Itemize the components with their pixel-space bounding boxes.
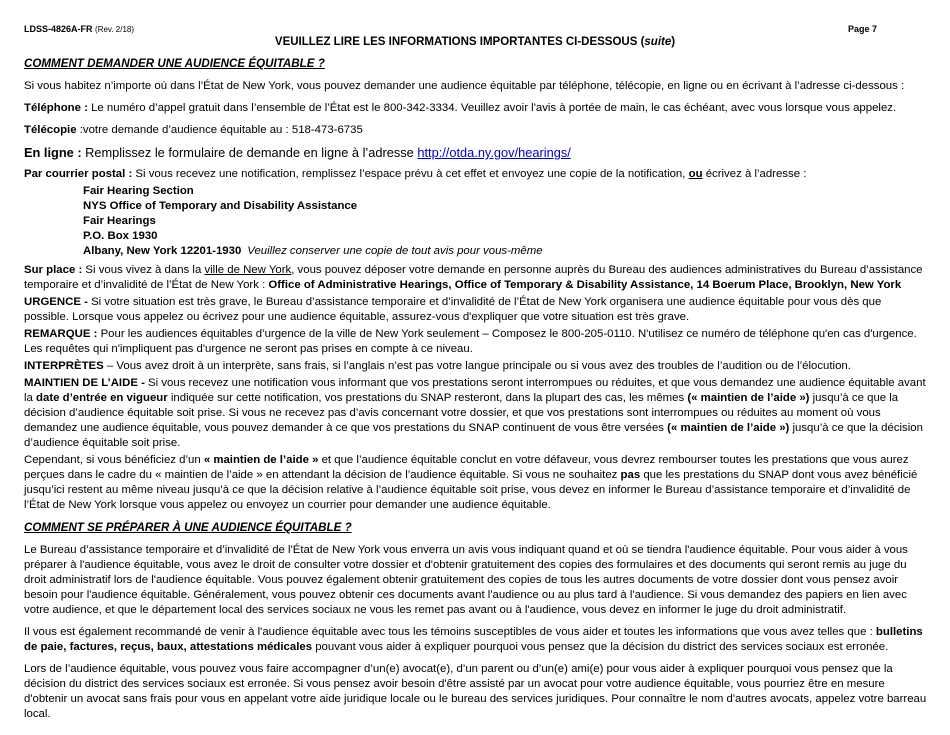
aid-label: MAINTIEN DE L’AIDE - (24, 377, 145, 389)
aid-bold-2: (« maintien de l’aide ») (687, 392, 810, 404)
aid-text-3: jusqu’à ce que la décision d’audience équitable soit prise. Si vous ne recevez pas d’avis concernant votre dossier, et que vos prestations sont interrompues ou réduites au moment où vous demandez une audience équitable, vous pouvez demander à ce que vos prestations du SNAP continuent de vous être versées (24, 392, 899, 434)
inperson-label: Sur place : (24, 264, 83, 276)
address-note: Veuillez conserver une copie de tout avis pour vous-même (247, 245, 543, 257)
aid-text-2: indiquée sur cette notification, vos prestations du SNAP resteront, dans la plupart des cas, les mêmes (167, 392, 688, 404)
however-text-3: que les prestations du SNAP dont vous avez bénéficié jusqu’ici restent au même niveau jusqu’à ce que la décision relative à l’audience équitable soit prise, vous devez en informer le Bureau d’assistance temporaire et d’invalidité de l’État de New York lorsque vous appelez ou envoyez un courrier pour demander une audience équitable. (24, 469, 918, 511)
title-suite: suite (644, 36, 672, 48)
however-text-1: Cependant, si vous bénéficiez d’un (24, 454, 204, 466)
however-text-2: et que l’audience équitable conclut en votre défaveur, vous devrez rembourser toutes les prestations que vous aurez perçues dans le cadre du « maintien de l’aide » en attendant la décision de l’audience équitable. Si vous ne souhaitez (24, 454, 909, 481)
aid-bold-3: (« maintien de l’aide ») (667, 422, 790, 434)
inperson-text-1: Si vous vivez à dans la (82, 264, 205, 276)
remark-text: Pour les audiences équitables d’urgence de la ville de New York seulement – Composez le 800-205-0110. N'utilisez ce numéro de téléphone qu'en cas d'urgence. Les requêtes qui n'impliquent pas d'urgence ne seront pas prises en compte à ce niveau. (24, 328, 917, 355)
interpreters-paragraph (24, 359, 929, 374)
mail-label: Par courrier postal : (24, 168, 133, 180)
document-body (24, 56, 929, 729)
inperson-city: ville de New York (204, 264, 292, 276)
however-bold-1: « maintien de l’aide » (203, 454, 319, 466)
however-bold-2: pas (620, 469, 641, 481)
prepare-paragraph-1: Le Bureau d’assistance temporaire et d’invalidité de l'État de New York vous enverra un avis vous indiquant quand et où se tiendra l'audience équitable. Pour vous aider à vous préparer à l'audience équitable, vous avez le droit de consulter votre dossier et d'obtenir gratuitement des copies des formulaires et des documents qui seront remis au juge du droit administratif lors de l'audience équitable. Vous pouvez également obtenir gratuitement des copies de tous les autres documents de votre dossier dont vous pensez avoir besoin pour l'audience équitable. Généralement, vous pouvez obtenir ces documents avant l'audience ou au plus tard à l'audience. Si vous demandez des papiers en lien avec votre audience, et que le département local des services sociaux ne vous les remet pas avant ou à l'audience, vous devez en informer le juge du droit administratif. (24, 544, 908, 616)
aid-bold-1: date d’entrée en vigueur (36, 392, 168, 404)
mail-text-1: Si vous recevez une notification, remplissez l’espace prévu à cet effet et envoyez une copie de la notification, (132, 168, 689, 180)
however-paragraph (24, 453, 929, 513)
section-heading-prepare: COMMENT SE PRÉPARER À UNE AUDIENCE ÉQUITABLE ? (24, 521, 352, 534)
urgent-text: Si votre situation est très grave, le Bureau d’assistance temporaire et d’invalidité de l’État de New York organisera une audience équitable pour vous dès que possible. Lorsque vous appelez ou écrivez pour une audience équitable, assurez-vous d'expliquer que votre situation est très grave. (24, 296, 882, 323)
inperson-office: Office of Administrative Hearings, Office of Temporary & Disability Assistance, 14 Boerum Place, Brooklyn, New York (268, 279, 902, 291)
form-id-text: LDSS-4826A-FR (24, 24, 93, 34)
fax-paragraph (24, 123, 929, 138)
aid-paragraph (24, 376, 929, 451)
hearings-link[interactable]: http://otda.ny.gov/hearings/ (417, 145, 571, 160)
aid-text-1: Si vous recevez une notification vous informant que vos prestations seront interrompues ou réduites, et que vous demandez une audience équitable avant la (24, 377, 926, 404)
page-title (0, 35, 950, 50)
mail-paragraph (24, 167, 929, 182)
online-text: Remplissez le formulaire de demande en ligne à l’adresse (81, 145, 418, 160)
inperson-text-2: , vous pouvez déposer votre demande en personne auprès du Bureau des audiences administratives du Bureau d’assistance temporaire et d’invalidité de l’État de New York : (24, 264, 923, 291)
inperson-paragraph (24, 263, 929, 293)
prepare-p2-text-1: Il vous est également recommandé de venir à l'audience équitable avec tous les témoins susceptibles de vous aider et toutes les informations que vous avez telles que : (24, 626, 876, 638)
address-line: NYS Office of Temporary and Disability Assistance (83, 200, 358, 212)
mail-or: ou (688, 168, 703, 180)
section-heading-request: COMMENT DEMANDER UNE AUDIENCE ÉQUITABLE ? (24, 57, 325, 70)
title-end: ) (671, 36, 676, 48)
page-number: Page 7 (848, 24, 878, 34)
prepare-paragraph-2 (24, 625, 929, 655)
mail-text-2: écrivez à l’adresse : (702, 168, 807, 180)
urgent-label: URGENCE - (24, 296, 88, 308)
interpreters-label: INTERPRÈTES (24, 360, 104, 372)
interpreters-text: – Vous avez droit à un interprète, sans frais, si l’anglais n’est pas votre langue principale ou si vous avez des troubles de l’audition ou de l’élocution. (103, 360, 851, 372)
title-main: VEUILLEZ LIRE LES INFORMATIONS IMPORTANTES CI-DESSOUS ( (274, 36, 645, 48)
address-city: Albany, New York 12201-1930 (83, 245, 242, 257)
address-line: Fair Hearing Section (83, 185, 194, 197)
address-line: P.O. Box 1930 (83, 230, 158, 242)
fax-text: :votre demande d’audience équitable au : 518-473-6735 (76, 124, 363, 136)
form-revision: (Rev. 2/18) (95, 25, 135, 34)
mailing-address (83, 184, 929, 259)
prepare-p2-text-2: pouvant vous aider à expliquer pourquoi vous pensez que la décision du district des services sociaux est erronée. (312, 641, 889, 653)
urgent-paragraph (24, 295, 929, 325)
remark-paragraph (24, 327, 929, 357)
online-label: En ligne : (24, 145, 82, 160)
remark-label: REMARQUE : (24, 328, 98, 340)
fax-label: Télécopie (24, 124, 77, 136)
phone-text: Le numéro d’appel gratuit dans l’ensemble de l’État est le 800-342-3334. Veuillez avoir l'avis à portée de main, le cas échéant, avec vous lorsque vous appelez. (87, 102, 897, 114)
address-line-last (83, 244, 929, 259)
intro-paragraph: Si vous habitez n’importe où dans l’État de New York, vous pouvez demander une audience équitable par téléphone, télécopie, en ligne ou en écrivant à l’adresse ci-dessous : (24, 80, 905, 92)
address-line: Fair Hearings (83, 215, 156, 227)
online-paragraph (24, 145, 929, 160)
prepare-p2-bold: bulletins de paie, factures, reçus, baux, attestations médicales (24, 626, 923, 653)
prepare-paragraph-3: Lors de l’audience équitable, vous pouvez vous faire accompagner d’un(e) avocat(e), d’un parent ou d’un(e) ami(e) pour vous aider à expliquer pourquoi vous pensez que la décision du district des services sociaux est erronée. Si vous pensez avoir besoin d'être assisté par un avocat pour votre audience équitable, vous pourriez être en mesure d'obtenir un avocat sans frais pour vous en appelant votre aide juridique locale ou le bureau des services juridiques. Pour connaître le nom d'autres avocats, appelez votre barreau local. (24, 663, 927, 720)
aid-text-4: jusqu’à ce que la décision d’audience équitable soit prise. (24, 422, 923, 449)
phone-label: Téléphone : (24, 102, 88, 114)
phone-paragraph (24, 101, 929, 116)
